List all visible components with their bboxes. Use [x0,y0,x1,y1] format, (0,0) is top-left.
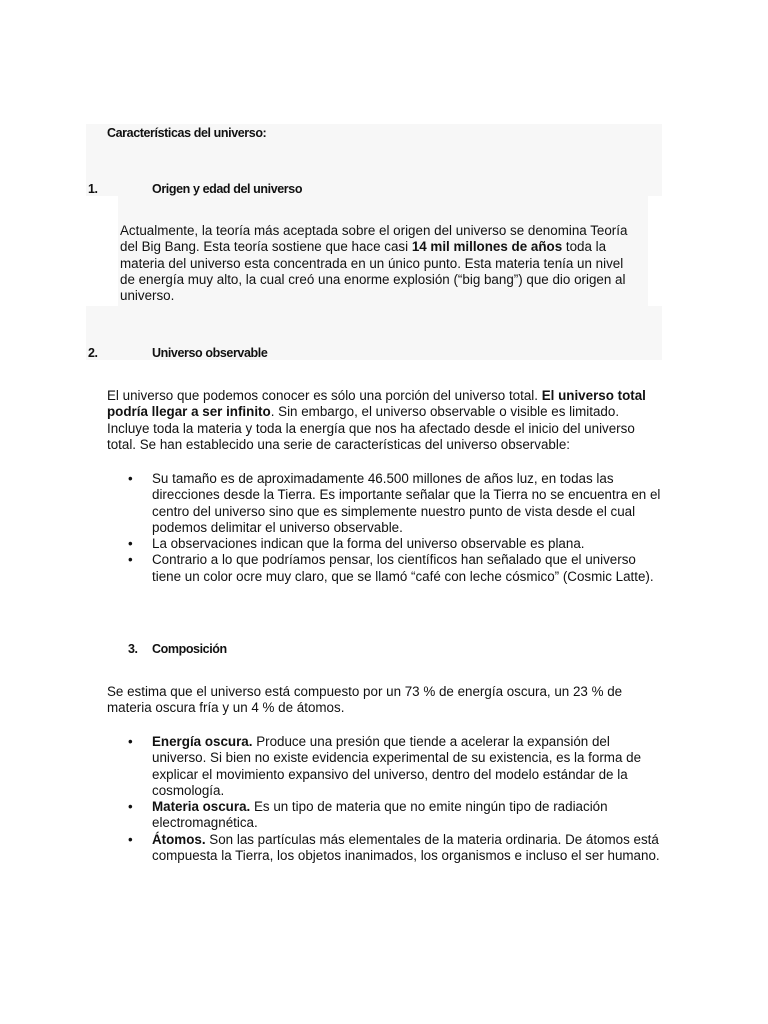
section2-bullet-list [128,471,662,585]
section2-text-b: . Sin embargo, el universo observable o visible es limitado. Incluye toda la materia y toda la energía que nos ha afectado desde el inicio del universo total. Se han establecido una serie de características del universo observable: [107,404,635,452]
list-item-text: Son las partículas más elementales de la materia ordinaria. De átomos está compuesta la Tierra, los objetos inanimados, los organismos e incluso el ser humano. [152,831,660,864]
section1-paragraph [120,223,630,304]
list-item-text: Es un tipo de materia que no emite ningún tipo de radiación electromagnética. [152,799,608,831]
list-item [128,799,662,832]
bullet-icon: • [128,831,133,847]
section2-text-bold: El universo total podría llegar a ser infinito [107,388,646,420]
list-item [128,831,662,865]
section1-number: 1. [88,182,98,196]
list-item-text: La observaciones indican que la forma del universo observable es plana. [152,536,585,552]
list-item-term: Átomos. [152,831,206,847]
section3-heading: Composición [152,642,227,656]
list-item-text: Produce una presión que tiende a acelerar la expansión del universo. Si bien no existe evidencia experimental de su existencia, es la forma de explicar el movimiento expansivo del universo, dentro del modelo estándar de la cosmología. [152,734,642,798]
section3-number: 3. [128,642,138,656]
section1-heading: Origen y edad del universo [152,182,303,196]
list-item [128,471,662,536]
list-item-text: Contrario a lo que podríamos pensar, los científicos han señalado que el universo tiene un color ocre muy claro, que se llamó “café con leche cósmico” (Cosmic Latte). [152,552,654,584]
list-item [128,734,662,799]
section3-bullet-list [128,734,662,864]
section2-number: 2. [88,346,98,360]
list-item [128,536,662,552]
bullet-icon: • [128,552,133,568]
section1-text-b: toda la materia del universo esta concentrada en un único punto. Esta materia tenía un nivel de energía muy alto, la cual creó una enorme explosión (“big bang”) que dio origen al universo. [120,239,626,304]
section2-paragraph [107,388,662,453]
section1-text-a: Actualmente, la teoría más aceptada sobre el origen del universo se denomina Teoría del Big Bang. Esta teoría sostiene que hace casi [120,223,628,255]
list-item-text: Su tamaño es de aproximadamente 46.500 millones de años luz, en todas las direcciones desde la Tierra. Es importante señalar que la Tierra no se encuentra en el centro del universo sino que es simplemente nuestro punto de vista desde el cual podemos delimitar el universo observable. [152,471,661,535]
document-title: Características del universo: [107,126,267,140]
section3-intro: Se estima que el universo está compuesto por un 73 % de energía oscura, un 23 % de materia oscura fría y un 4 % de átomos. [107,684,623,716]
list-item [128,552,662,585]
list-item-term: Materia oscura. [152,799,251,815]
section1-text-bold: 14 mil millones de años [411,239,563,255]
bullet-icon: • [128,734,133,749]
bullet-icon: • [128,799,133,815]
section2-text-a: El universo que podemos conocer es sólo una porción del universo total. [107,388,542,403]
bullet-icon: • [128,536,133,552]
section2-heading: Universo observable [152,346,268,360]
bullet-icon: • [128,471,133,486]
list-item-term: Energía oscura. [152,734,253,749]
